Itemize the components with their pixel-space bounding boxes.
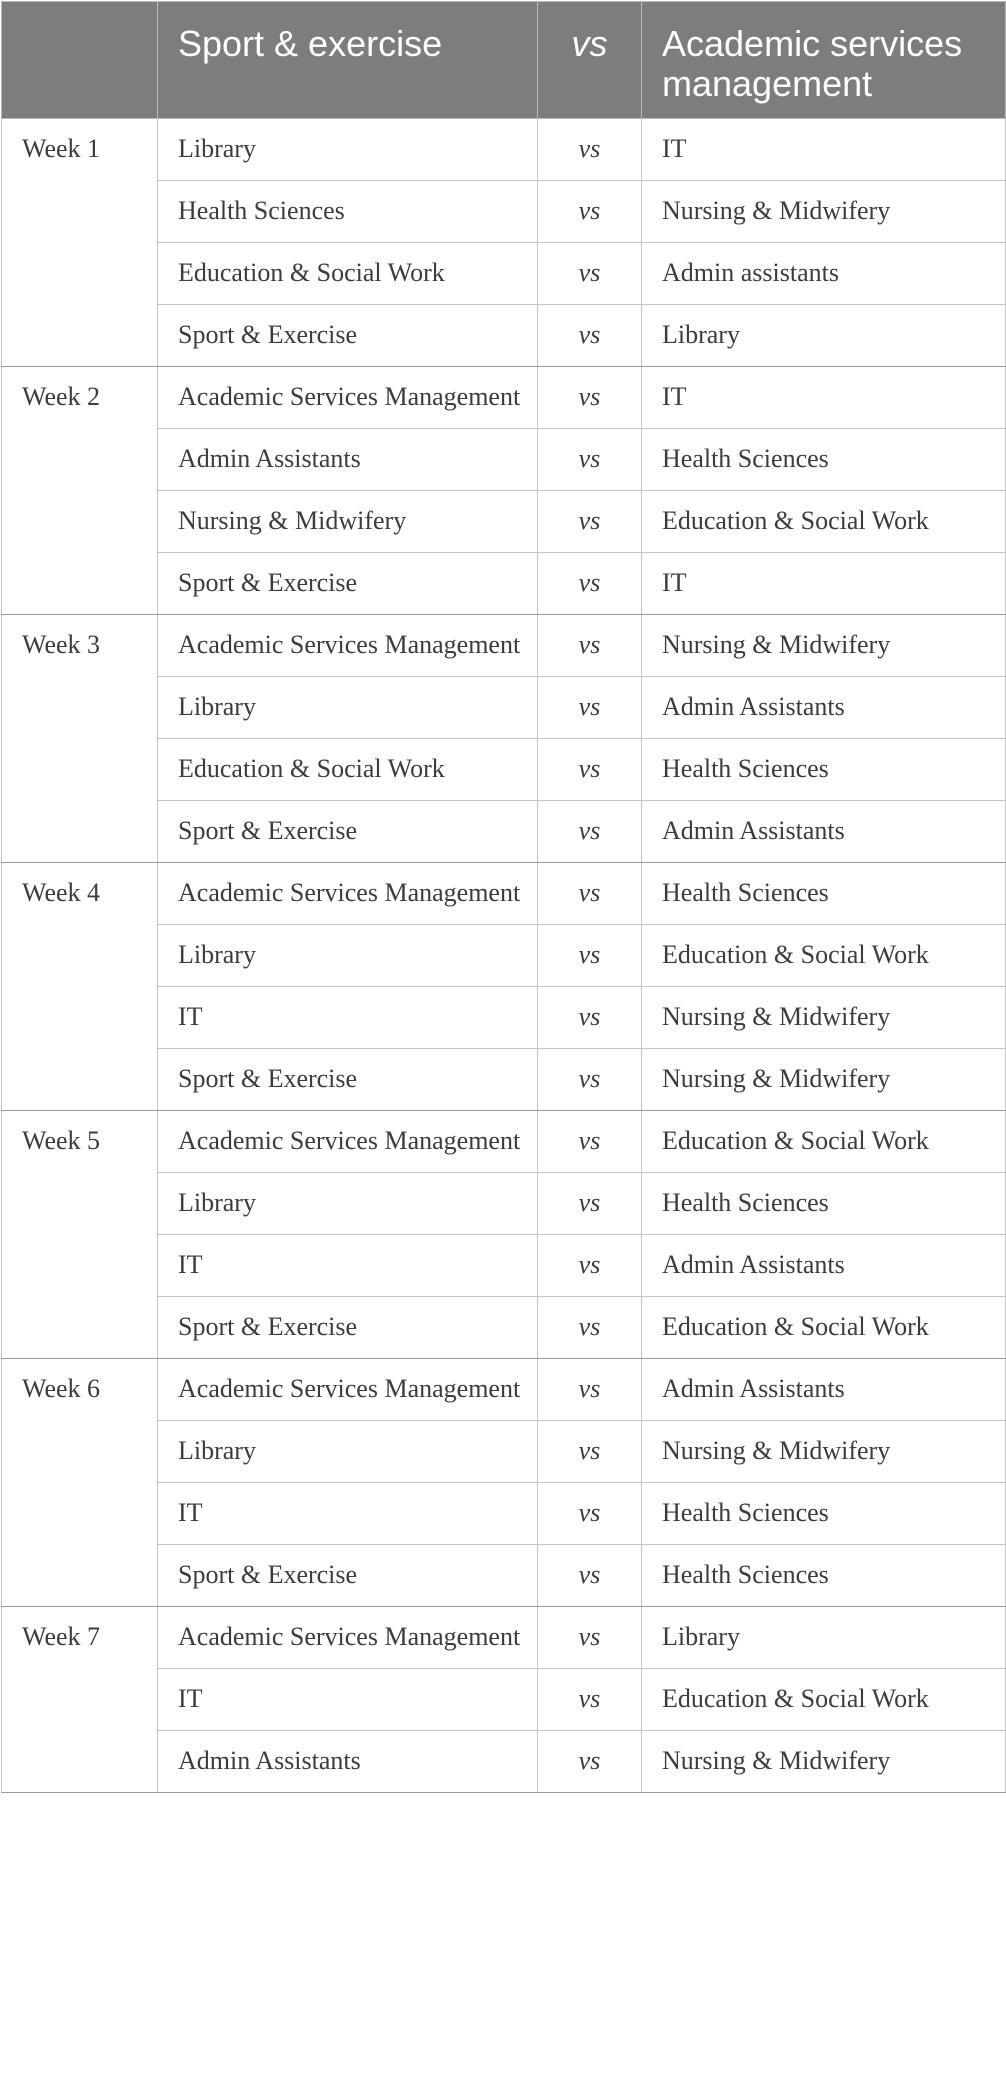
table-row bbox=[2, 1607, 1006, 1669]
vs-label: vs bbox=[538, 1049, 642, 1111]
away-team: Health Sciences bbox=[642, 429, 1006, 491]
fixtures-table bbox=[1, 1, 1006, 1793]
home-team: Academic Services Management bbox=[158, 615, 538, 677]
home-team: Library bbox=[158, 119, 538, 181]
vs-label: vs bbox=[538, 615, 642, 677]
vs-label: vs bbox=[538, 1173, 642, 1235]
vs-label: vs bbox=[538, 987, 642, 1049]
away-team: Health Sciences bbox=[642, 1173, 1006, 1235]
vs-label: vs bbox=[538, 1111, 642, 1173]
home-team: Library bbox=[158, 925, 538, 987]
vs-label: vs bbox=[538, 367, 642, 429]
vs-label: vs bbox=[538, 243, 642, 305]
vs-label: vs bbox=[538, 1607, 642, 1669]
header-team-a: Sport & exercise bbox=[158, 2, 538, 119]
home-team: Sport & Exercise bbox=[158, 1049, 538, 1111]
away-team: Library bbox=[642, 305, 1006, 367]
home-team: Admin Assistants bbox=[158, 1731, 538, 1793]
table-row bbox=[2, 1359, 1006, 1421]
home-team: Health Sciences bbox=[158, 181, 538, 243]
away-team: Admin Assistants bbox=[642, 1359, 1006, 1421]
home-team: Sport & Exercise bbox=[158, 1545, 538, 1607]
home-team: Academic Services Management bbox=[158, 1359, 538, 1421]
away-team: IT bbox=[642, 553, 1006, 615]
away-team: IT bbox=[642, 119, 1006, 181]
away-team: Health Sciences bbox=[642, 1545, 1006, 1607]
away-team: Nursing & Midwifery bbox=[642, 1731, 1006, 1793]
home-team: Academic Services Management bbox=[158, 1607, 538, 1669]
vs-label: vs bbox=[538, 119, 642, 181]
vs-label: vs bbox=[538, 429, 642, 491]
vs-label: vs bbox=[538, 1359, 642, 1421]
home-team: Education & Social Work bbox=[158, 739, 538, 801]
home-team: IT bbox=[158, 987, 538, 1049]
away-team: Education & Social Work bbox=[642, 1297, 1006, 1359]
away-team: Education & Social Work bbox=[642, 1669, 1006, 1731]
away-team: Admin Assistants bbox=[642, 677, 1006, 739]
fixtures-body bbox=[2, 119, 1006, 1793]
away-team: Library bbox=[642, 1607, 1006, 1669]
away-team: Admin assistants bbox=[642, 243, 1006, 305]
home-team: Admin Assistants bbox=[158, 429, 538, 491]
home-team: Education & Social Work bbox=[158, 243, 538, 305]
table-row bbox=[2, 863, 1006, 925]
away-team: Admin Assistants bbox=[642, 801, 1006, 863]
week-label: Week 7 bbox=[2, 1607, 158, 1793]
week-label: Week 6 bbox=[2, 1359, 158, 1607]
home-team: Library bbox=[158, 1173, 538, 1235]
header-week bbox=[2, 2, 158, 119]
header-team-b: Academic services management bbox=[642, 2, 1006, 119]
vs-label: vs bbox=[538, 1483, 642, 1545]
home-team: Sport & Exercise bbox=[158, 1297, 538, 1359]
away-team: Education & Social Work bbox=[642, 491, 1006, 553]
away-team: Nursing & Midwifery bbox=[642, 1421, 1006, 1483]
home-team: Academic Services Management bbox=[158, 367, 538, 429]
away-team: Health Sciences bbox=[642, 739, 1006, 801]
home-team: Academic Services Management bbox=[158, 1111, 538, 1173]
away-team: Admin Assistants bbox=[642, 1235, 1006, 1297]
away-team: IT bbox=[642, 367, 1006, 429]
vs-label: vs bbox=[538, 553, 642, 615]
vs-label: vs bbox=[538, 677, 642, 739]
vs-label: vs bbox=[538, 1731, 642, 1793]
header-vs: vs bbox=[538, 2, 642, 119]
home-team: IT bbox=[158, 1483, 538, 1545]
week-label: Week 5 bbox=[2, 1111, 158, 1359]
away-team: Nursing & Midwifery bbox=[642, 181, 1006, 243]
week-label: Week 3 bbox=[2, 615, 158, 863]
vs-label: vs bbox=[538, 305, 642, 367]
vs-label: vs bbox=[538, 491, 642, 553]
home-team: Library bbox=[158, 677, 538, 739]
vs-label: vs bbox=[538, 1669, 642, 1731]
vs-label: vs bbox=[538, 739, 642, 801]
table-row bbox=[2, 119, 1006, 181]
vs-label: vs bbox=[538, 1545, 642, 1607]
home-team: Academic Services Management bbox=[158, 863, 538, 925]
away-team: Nursing & Midwifery bbox=[642, 987, 1006, 1049]
vs-label: vs bbox=[538, 863, 642, 925]
week-label: Week 4 bbox=[2, 863, 158, 1111]
vs-label: vs bbox=[538, 1235, 642, 1297]
header-row bbox=[2, 2, 1006, 119]
vs-label: vs bbox=[538, 1297, 642, 1359]
away-team: Nursing & Midwifery bbox=[642, 615, 1006, 677]
home-team: Nursing & Midwifery bbox=[158, 491, 538, 553]
home-team: Library bbox=[158, 1421, 538, 1483]
table-row bbox=[2, 1111, 1006, 1173]
home-team: IT bbox=[158, 1235, 538, 1297]
table-row bbox=[2, 615, 1006, 677]
away-team: Education & Social Work bbox=[642, 1111, 1006, 1173]
vs-label: vs bbox=[538, 801, 642, 863]
home-team: Sport & Exercise bbox=[158, 801, 538, 863]
vs-label: vs bbox=[538, 1421, 642, 1483]
table-row bbox=[2, 367, 1006, 429]
away-team: Health Sciences bbox=[642, 863, 1006, 925]
vs-label: vs bbox=[538, 181, 642, 243]
away-team: Health Sciences bbox=[642, 1483, 1006, 1545]
week-label: Week 2 bbox=[2, 367, 158, 615]
home-team: IT bbox=[158, 1669, 538, 1731]
home-team: Sport & Exercise bbox=[158, 305, 538, 367]
home-team: Sport & Exercise bbox=[158, 553, 538, 615]
week-label: Week 1 bbox=[2, 119, 158, 367]
away-team: Nursing & Midwifery bbox=[642, 1049, 1006, 1111]
away-team: Education & Social Work bbox=[642, 925, 1006, 987]
vs-label: vs bbox=[538, 925, 642, 987]
